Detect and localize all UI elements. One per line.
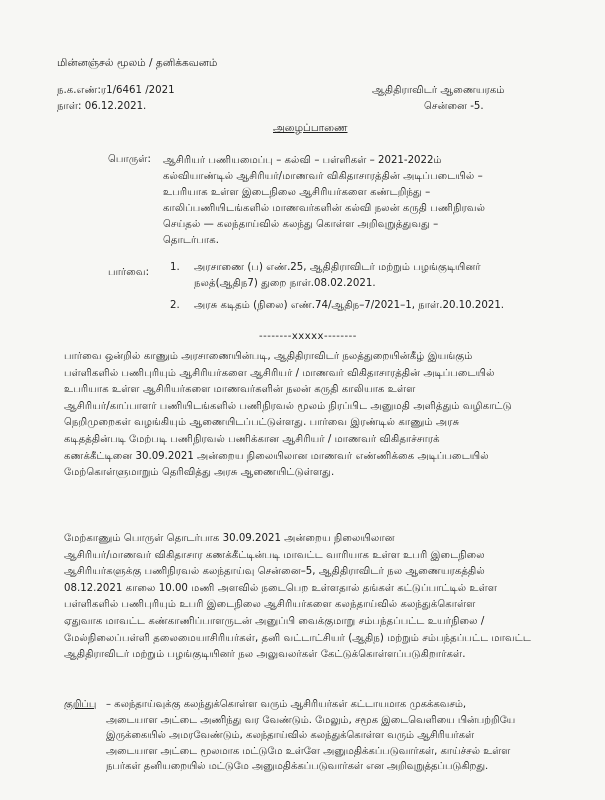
subject-label: பொருள்:	[108, 154, 151, 165]
paragraph-line: ஏதுவாக மாவட்ட கண்காணிப்பாளருடன் அனுப்பி வைக்குமாறு சம்பந்தப்பட்ட உயர்நிலை /	[64, 615, 485, 627]
letter-date: நாள்: 06.12.2021.	[57, 101, 147, 112]
subject-line: காலிப்பணியிடங்களில் மாணவர்களின் கல்வி நலன் கருதி பணிநிரவல்	[163, 203, 486, 214]
reference-line: அரசு கடிதம் (நிலை) எண்.74/ஆதிந–7/2021–1, நாள்.20.10.2021.	[194, 300, 505, 311]
note-line: நபர்கள் தனியறையில் மட்டுமே அனுமதிக்கப்படுவார்கள் என அறிவுறுத்தப்படுகிறது.	[106, 761, 489, 772]
note-body	[106, 697, 566, 775]
subject-line: உபரியாக உள்ள இடைநிலை ஆசிரியர்களை கண்டறிந்து –	[163, 187, 431, 198]
reference-number: ந.க.எண்:ர1/6461 /2021	[57, 85, 175, 96]
paragraph-line: பள்ளிகளில் பணிபுரியும் ஆசிரியர்களை ஆசிரியர் / மாணவர் விகிதாசாரத்தின் அடிப்படையில்	[64, 367, 495, 379]
subject-line: கல்வியாண்டில் ஆசிரியர்/மாணவர் விகிதாசாரத்தின் அடிப்படையில் –	[163, 171, 483, 182]
reference-item	[170, 260, 530, 292]
paragraph-line: மேற்கொள்ளுமாறும் தெரிவித்து அரசு ஆணையிட்டுள்ளது.	[64, 467, 335, 479]
reference-line: நலத்(ஆதிந7) துறை நாள்.08.02.2021.	[194, 278, 376, 289]
note-line: – கலந்தாய்வுக்கு கலந்துக்கொள்ள வரும் ஆசிரியர்கள் கட்டாயமாக முகக்கவசம்,	[106, 699, 467, 710]
paragraph-line: ஆசிரியர்/மாணவர் விகிதாசார கணக்கீட்டின்படி மாவட்ட வாரியாக உள்ள உபரி இடைநிலை	[64, 549, 485, 561]
subject-line: ஆசிரியர் பணியமைப்பு – கல்வி – பள்ளிகள் – 2021-2022ம்	[163, 155, 442, 166]
paragraph-line: ஆசிரியர்களுக்கு பணிநிரவல் கலந்தாய்வு சென்னை–5, ஆதிதிராவிடர் நல ஆணையரகத்தில்	[64, 566, 485, 578]
paragraph-line: ஆசிரியர்/காப்பாளர் பணியிடங்களில் பணிநிரவல் மூலம் நிரப்பிட அனுமதி அளித்தும் வழிகாட்டு	[64, 400, 512, 412]
reference-number-marker: 1.	[170, 262, 180, 273]
note-line: இருக்கையில் அமரவேண்டும், கலந்தாய்வில் கலந்துக்கொள்ள வரும் ஆசிரியர்கள்	[106, 730, 475, 741]
subject-line: செய்தல் — கலந்தாய்வில் கலந்து கொள்ள அறிவுறுத்துவது –	[163, 219, 439, 230]
reference-item	[170, 298, 530, 314]
reference-number-marker: 2.	[170, 300, 180, 311]
paragraph-line: நெறிமுறைகள் வழங்கியும் ஆணையிடப்பட்டுள்ளது. பார்வை இரண்டில் காணும் அரசு	[64, 417, 460, 429]
paragraph-line: பார்வை ஒன்றில் காணும் அரசாணையின்படி, ஆதிதிராவிடர் நலத்துறையின்கீழ் இயங்கும்	[64, 351, 473, 362]
paragraph-line: மேல்நிலைப்பள்ளி தலைமையாசிரியர்கள், தனி வட்டாட்சியர் (ஆதிந) மற்றும் சம்பந்தப்பட்ட மாவட்ட	[64, 632, 531, 644]
paragraph-line: கணக்கீட்டினை 30.09.2021 அன்றைய நிலையிலான மாணவர் எண்ணிக்கை அடிப்படையில்	[64, 450, 489, 462]
body-paragraph-2	[64, 531, 542, 664]
note-label: குறிப்பு	[64, 699, 97, 710]
document-title: அழைப்பாணை	[273, 122, 348, 134]
office-city: சென்னை -5.	[424, 101, 484, 112]
paragraph-line: பள்ளிகளில் பணிபுரியும் உபரி இடைநிலை ஆசிரியர்களை கலந்தாய்வில் கலந்துக்கொள்ள	[64, 599, 476, 611]
paragraph-line: உபரியாக உள்ள ஆசிரியர்களை மாணவர்களின் நலன் கருதி காலியாக உள்ள	[64, 384, 416, 396]
paragraph-line: 08.12.2021 காலை 10.00 மணி அளவில் நடைபெற உள்ளதால் தங்கள் கட்டுப்பாட்டில் உள்ள	[64, 582, 498, 594]
section-separator: --------xxxxx--------	[259, 331, 357, 342]
subject-text	[163, 153, 535, 249]
paragraph-line: மேற்காணும் பொருள் தொடர்பாக 30.09.2021 அன்றைய நிலையிலான	[64, 533, 395, 544]
note-line: அடையாள அட்டை மூலமாக மட்டுமே உள்ளே அனுமதிக்கப்படுவார்கள், காய்ச்சல் உள்ள	[106, 745, 511, 757]
paragraph-line: ஆதிதிராவிடர் மற்றும் பழங்குடியினர் நல அலுவலர்கள் கேட்டுக்கொள்ளப்படுகிறார்கள்.	[64, 649, 466, 661]
note-line: அடையாள அட்டை அணிந்து வர வேண்டும். மேலும், சமூக இடைவெளியை பின்பற்றியே	[106, 714, 516, 726]
delivery-mode: மின்னஞ்சல் மூலம் / தனிக்கவனம்	[57, 57, 218, 69]
subject-line: தொடர்பாக.	[163, 235, 219, 246]
references-list	[170, 260, 530, 320]
reference-line: அரசாணை (ப) எண்.25, ஆதிதிராவிடர் மற்றும் பழங்குடியினர்	[194, 262, 481, 273]
references-label: பார்வை:	[108, 267, 150, 278]
paragraph-line: கடிதத்தின்படி மேற்படி பணிநிரவல் பணிக்கான ஆசிரியர் / மாணவர் விகிதாச்சாரக்	[64, 433, 440, 445]
body-paragraph-1	[64, 349, 542, 482]
office-name: ஆதிதிராவிடர் ஆணையரகம்	[372, 85, 505, 96]
